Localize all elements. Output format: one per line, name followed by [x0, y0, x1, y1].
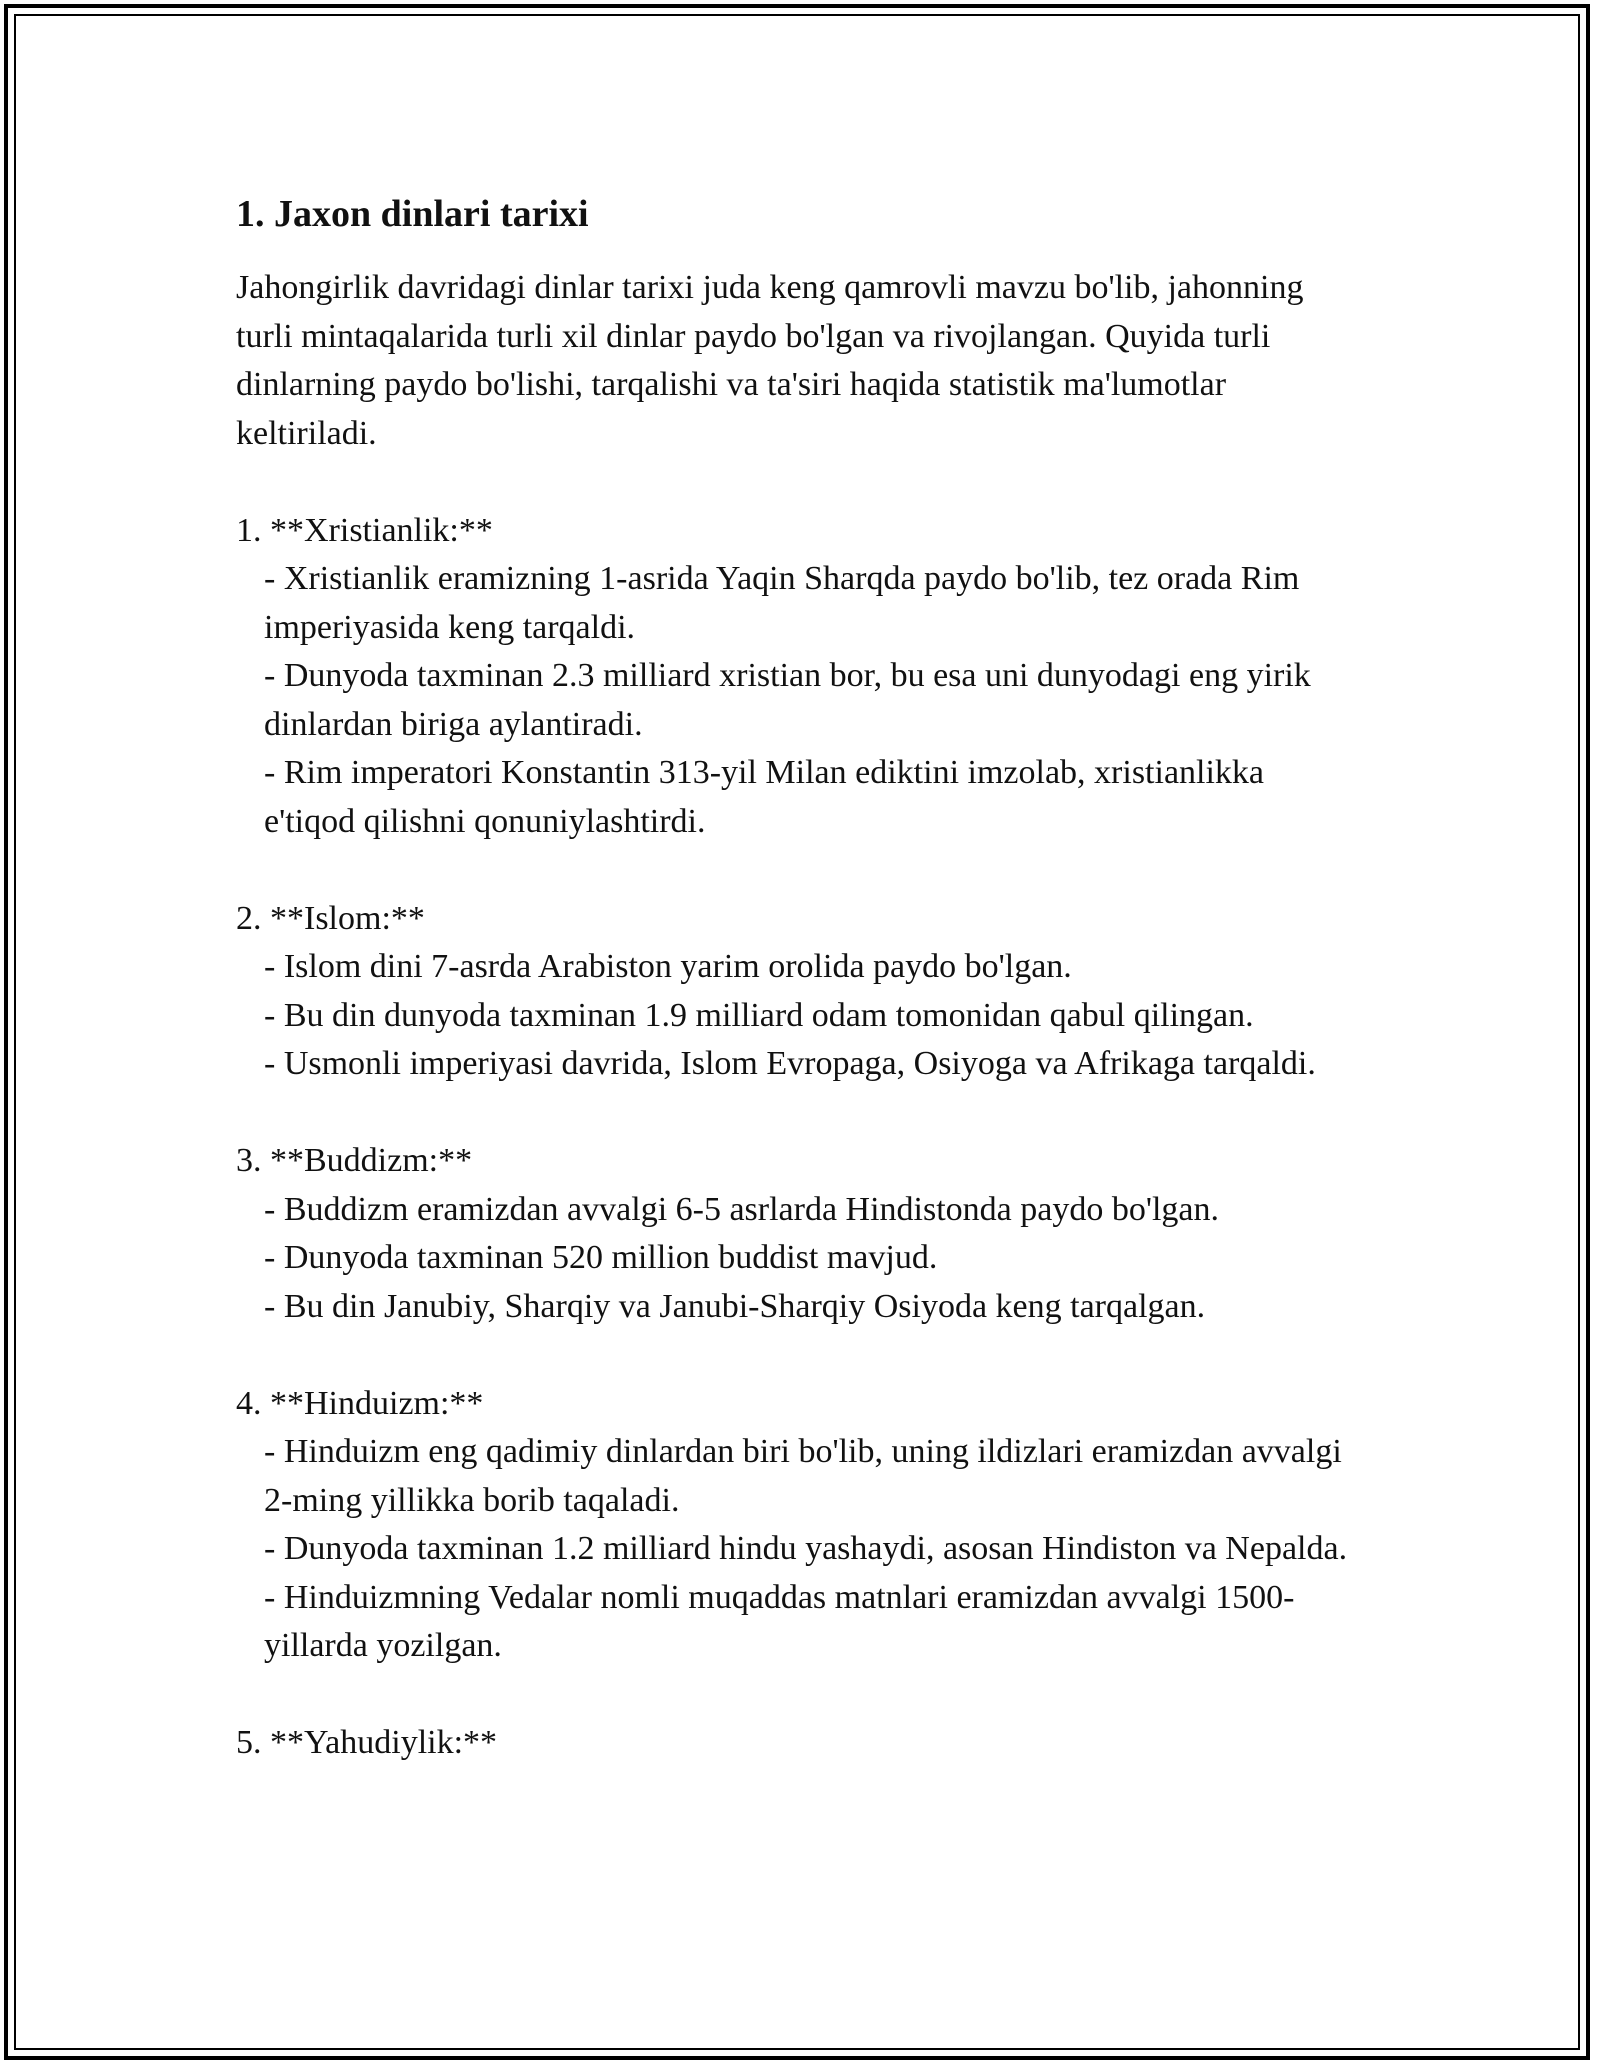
section-item: - Islom dini 7-asrda Arabiston yarim orolida paydo bo'lgan. — [264, 948, 1072, 985]
section-item: - Dunyoda taxminan 520 million buddist mavjud. — [264, 1239, 938, 1276]
section-item: - Bu din Janubiy, Sharqiy va Janubi-Sharqiy Osiyoda keng tarqalgan. — [264, 1287, 1206, 1325]
section-hinduism — [236, 1380, 1356, 1671]
section-islam — [236, 895, 1356, 1089]
section-heading: 1. **Xristianlik:** — [236, 511, 493, 549]
section-item: - Bu din dunyoda taxminan 1.9 milliard odam tomonidan qabul qilingan. — [264, 996, 1254, 1034]
intro-paragraph: Jahongirlik davridagi dinlar tarixi juda keng qamrovli mavzu bo'lib, jahonning turli mintaqalarida turli xil dinlar paydo bo'lgan va rivojlangan. Quyida turli dinlarning paydo bo'lishi, tarqalishi va ta'siri haqida statistik ma'lumotlar keltiriladi. — [236, 269, 1304, 452]
document-body — [236, 186, 1356, 1768]
section-heading: 4. **Hinduizm:** — [236, 1384, 484, 1422]
section-item: - Buddizm eramizdan avvalgi 6-5 asrlarda Hindistonda paydo bo'lgan. — [264, 1190, 1220, 1228]
section-heading: 5. **Yahudiylik:** — [236, 1724, 498, 1761]
section-item: - Xristianlik eramizning 1-asrida Yaqin Sharqda paydo bo'lib, tez orada Rim imperiyasida keng tarqaldi. — [264, 560, 1300, 646]
section-heading: 3. **Buddizm:** — [236, 1142, 473, 1179]
section-christianity — [236, 507, 1356, 847]
section-heading: 2. **Islom:** — [236, 899, 425, 937]
section-item: - Rim imperatori Konstantin 313-yil Milan ediktini imzolab, xristianlikka e'tiqod qilishni qonuniylashtirdi. — [264, 754, 1265, 840]
section-item: - Dunyoda taxminan 1.2 milliard hindu yashaydi, asosan Hindiston va Nepalda. — [264, 1530, 1348, 1567]
document-title: 1. Jaxon dinlari tarixi — [236, 193, 589, 235]
section-item: - Dunyoda taxminan 2.3 milliard xristian bor, bu esa uni dunyodagi eng yirik dinlardan biriga aylantiradi. — [264, 657, 1311, 743]
section-buddhism — [236, 1137, 1356, 1331]
section-item: - Hinduizm eng qadimiy dinlardan biri bo'lib, uning ildizlari eramizdan avvalgi 2-ming yillikka borib taqaladi. — [264, 1433, 1342, 1519]
section-judaism — [236, 1719, 1356, 1768]
section-item: - Hinduizmning Vedalar nomli muqaddas matnlari eramizdan avvalgi 1500-yillarda yozilgan. — [264, 1578, 1295, 1664]
section-item: - Usmonli imperiyasi davrida, Islom Evropaga, Osiyoga va Afrikaga tarqaldi. — [264, 1045, 1316, 1082]
